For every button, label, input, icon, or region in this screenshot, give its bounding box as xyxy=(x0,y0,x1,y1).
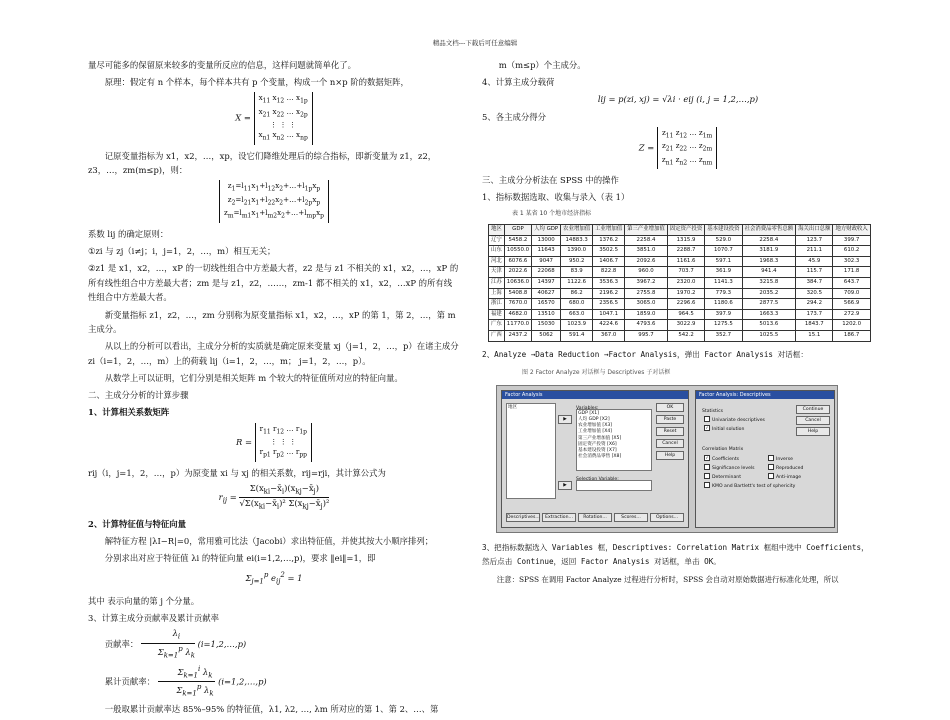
data-matrix-formula: $X = x_{11}$ $x_{12}$ … $x_{1p}$ $x_{21}$ $x_{22}$ … $x_{2p}$ ⋮ ⋮ ⋮ $x_{n1}$ $x_{n2}$ … $x_{np}$ xyxy=(88,92,460,144)
right-column xyxy=(482,58,874,590)
table-cell: 2755.8 xyxy=(625,288,668,299)
paragraph-principle: 原理：假定有 n 个样本，每个样本共有 p 个变量，构成一个 n×p 阶的数据矩阵， xyxy=(104,77,409,88)
table-cell: 山东 xyxy=(489,246,505,257)
table-header-row xyxy=(489,225,871,236)
table-cell: 3181.9 xyxy=(742,246,796,257)
table-cell: 1315.9 xyxy=(667,235,704,246)
table-cell: 1122.6 xyxy=(561,278,593,289)
table-cell: 河北 xyxy=(489,256,505,267)
table-cell: 13000 xyxy=(532,235,561,246)
table-cell: 4224.6 xyxy=(593,320,625,331)
table-cell: 352.7 xyxy=(705,330,742,341)
table-cell: 15030 xyxy=(532,320,561,331)
variable-item[interactable]: 人均 GDP [X2] xyxy=(578,416,610,422)
table-cell: 2356.5 xyxy=(593,299,625,310)
column-header: 社会消费品零售总额 xyxy=(742,225,796,236)
descriptives-subdialog xyxy=(695,390,835,528)
table-cell: 320.5 xyxy=(796,288,833,299)
table-cell: 211.1 xyxy=(796,246,833,257)
variable-item[interactable]: 农业增加值 [X3] xyxy=(578,423,613,429)
table-cell: 3967.2 xyxy=(625,278,668,289)
table-row xyxy=(489,320,871,331)
step-heading: 1、计算相关系数矩阵 xyxy=(88,407,170,418)
correlation-group-label: Correlation Matrix xyxy=(702,446,744,452)
table-cell: 272.9 xyxy=(833,309,870,320)
loading-formula: lij = p(zi, xj) = √λi · eij (i, j = 1,2,…,p) xyxy=(597,94,759,105)
column-header: 固定资产投资 xyxy=(667,225,704,236)
table-cell: 123.7 xyxy=(796,235,833,246)
move-right-arrow-icon[interactable]: ▶ xyxy=(558,481,572,490)
table-cell: 367.0 xyxy=(593,330,625,341)
correlation-coefficient-formula: $r_{ij}$ = $\frac{\Sigma(x_{ki}-x̄_i)(x_{kj}-x̄_j)}{√\Sigma(x_{ki}-x̄_i)^2 \Sigma(x_{kj}-x̄_j)^2}$ xyxy=(218,482,330,512)
note-paragraph: 注意：SPSS 在调用 Factor Analyze 过程进行分析时，SPSS 会自动对原始数据进行标准化处理，所以 xyxy=(496,574,839,584)
table-cell: 950.2 xyxy=(561,256,593,267)
table-row xyxy=(489,267,871,278)
table-cell: 173.7 xyxy=(796,309,833,320)
index-range: (i=1,2,…,p) xyxy=(197,639,247,650)
column-header: 海关出口总额 xyxy=(796,225,833,236)
table-cell: 3536.3 xyxy=(593,278,625,289)
table-body xyxy=(489,235,871,341)
table-cell: 2196.2 xyxy=(593,288,625,299)
table-row xyxy=(489,309,871,320)
anti-image-checkbox[interactable]: Anti-image xyxy=(768,471,801,486)
table-cell: 680.0 xyxy=(561,299,593,310)
step-heading: 4、计算主成分载荷 xyxy=(482,77,555,88)
table-cell: 2022.6 xyxy=(504,267,531,278)
paragraph: 分别求出对应于特征值 λi 的特征向量 ei(i=1,2,…,p)，要求 ‖ei‖=1，即 xyxy=(104,553,376,564)
paragraph: rij（i，j=1，2，…，p）为原变量 xi 与 xj 的相关系数，rij=rji，其计算公式为 xyxy=(88,467,386,478)
data-table xyxy=(488,224,871,342)
inverse-checkbox[interactable]: Inverse xyxy=(768,453,793,468)
factor-analysis-dialog xyxy=(501,390,689,528)
column-header: 地区 xyxy=(489,225,505,236)
table-cell: 1180.6 xyxy=(705,299,742,310)
table-cell: 397.9 xyxy=(705,309,742,320)
variable-item[interactable]: 基本建设投资 [X7] xyxy=(578,447,617,453)
table-row xyxy=(489,278,871,289)
contribution-formula: $\frac{\lambda_i}{\Sigma_{k=1}^p \lambda_k}$ xyxy=(141,628,195,661)
significance-checkbox[interactable]: Significance levels xyxy=(704,462,755,477)
table-cell: 779.3 xyxy=(705,288,742,299)
table-cell: 399.7 xyxy=(833,235,870,246)
table-cell: 6076.6 xyxy=(504,256,531,267)
index-range: (i=1,2,…,p) xyxy=(218,676,267,687)
table-cell: 86.2 xyxy=(561,288,593,299)
table-cell: 16570 xyxy=(532,299,561,310)
paragraph: 3、把指标数据选入 Variables 框，Descriptives: Correlation Matrix 框组中选中 Coefficients，然后点击 Continue，返回 Factor Analysis 对话框，单击 OK。 xyxy=(482,542,869,567)
table-cell: 广西 xyxy=(489,330,505,341)
paragraph: 从以上的分析可以看出，主成分分析的实质就是确定原来变量 xj（j=1，2，…，p）在诸主成分 zi（i=1，2，…，m）上的荷载 lij（i=1，2，…，m； j=1，2，…，p）。 xyxy=(88,341,459,366)
help-button[interactable]: Help xyxy=(656,451,684,460)
table-cell: 709.0 xyxy=(833,288,870,299)
table-cell: 1047.1 xyxy=(593,309,625,320)
correlation-matrix-formula: $R = r_{11}$ $r_{12}$ … $r_{1p}$ ⋮ ⋮ ⋮ $r_{p1}$ $r_{p2}$ … $r_{pp}$ xyxy=(88,423,460,462)
paragraph: 解特征方程 |λI−R|=0，常用雅可比法（Jacobi）求出特征值，并使其按大小顺序排列； xyxy=(104,536,434,547)
reproduced-checkbox[interactable]: Reproduced xyxy=(768,462,803,477)
table-cell: 703.7 xyxy=(667,267,704,278)
variables-list[interactable] xyxy=(576,409,652,471)
variable-item[interactable]: 工业增加值 [X4] xyxy=(578,429,613,435)
list-item[interactable]: 地区 xyxy=(508,404,518,410)
table-cell: 3215.8 xyxy=(742,278,796,289)
table-cell: 1023.9 xyxy=(561,320,593,331)
table-cell: 186.7 xyxy=(833,330,870,341)
descriptives-button[interactable]: Descriptives... xyxy=(507,514,540,520)
variable-item[interactable]: 固定资产投资 [X6] xyxy=(578,441,617,447)
table-cell: 566.9 xyxy=(833,299,870,310)
kmo-checkbox[interactable]: KMO and Bartlett's test of sphericity xyxy=(704,480,795,495)
table-cell: 5062 xyxy=(532,330,561,341)
table-cell: 1202.0 xyxy=(833,320,870,331)
step-heading: 3、计算主成分贡献率及累计贡献率 xyxy=(88,612,219,623)
section-heading: 二、主成分分析的计算步骤 xyxy=(88,390,189,401)
ok-button[interactable]: OK xyxy=(656,403,684,412)
figure-caption: 图 2 Factor Analyze 对话框与 Descriptives 子对话框 xyxy=(522,369,671,377)
table-cell: 2258.4 xyxy=(742,235,796,246)
table-cell: 1025.5 xyxy=(742,330,796,341)
table-cell: 5013.6 xyxy=(742,320,796,331)
paste-button[interactable]: Paste xyxy=(656,415,684,424)
table-caption: 表 1 某省 10 个地市经济指标 xyxy=(512,210,592,218)
coefficients-checkbox[interactable]: ✓ Coefficients xyxy=(705,455,740,462)
table-cell: 643.7 xyxy=(833,278,870,289)
variable-item[interactable]: 社会消费品零售 [X8] xyxy=(578,454,622,460)
table-cell: 5458.2 xyxy=(504,235,531,246)
table-row xyxy=(489,330,871,341)
left-column xyxy=(88,58,460,720)
table-row xyxy=(489,299,871,310)
table-cell: 2437.2 xyxy=(504,330,531,341)
subdialog-title: Factor Analysis: Descriptives xyxy=(696,391,834,399)
cancel-button[interactable]: Cancel xyxy=(796,416,830,425)
normalization-formula: $\Sigma_{j=1}^p$ $e_{ij}^2 = 1$ xyxy=(245,571,303,587)
dialog-title: Factor Analysis xyxy=(502,391,688,399)
table-cell: 1390.0 xyxy=(561,246,593,257)
initial-solution-checkbox[interactable]: ✓ Initial solution xyxy=(705,425,745,432)
paragraph: 2、Analyze →Data Reduction →Factor Analysis，弹出 Factor Analysis 对话框： xyxy=(482,349,808,359)
paragraph: 从数学上可以证明，它们分别是相关矩阵 m 个较大的特征值所对应的特征向量。 xyxy=(104,373,403,384)
table-cell: 22068 xyxy=(532,267,561,278)
extraction-button[interactable]: Extraction... xyxy=(542,513,576,522)
move-right-arrow-icon[interactable]: ▶ xyxy=(558,415,572,424)
table-cell: 822.8 xyxy=(593,267,625,278)
table-cell: 361.9 xyxy=(705,267,742,278)
paragraph: 量尽可能多的保留原来较多的变量所反应的信息，这样问题就简单化了。 xyxy=(88,60,356,70)
table-cell: 9047 xyxy=(532,256,561,267)
paragraph: ①zi 与 zj（i≠j；i，j=1，2，…，m）相互无关； xyxy=(88,245,276,256)
paragraph: 新变量指标 z1，z2，…，zm 分别称为原变量指标 x1，x2，…，xP 的第 1，第 2，…，第 m 主成分。 xyxy=(88,309,456,335)
selection-variable-field[interactable] xyxy=(576,480,652,491)
table-cell: 45.9 xyxy=(796,256,833,267)
help-button[interactable]: Help xyxy=(796,427,830,436)
table-cell: 13510 xyxy=(532,309,561,320)
table-cell: 1968.3 xyxy=(742,256,796,267)
table-cell: 3851.0 xyxy=(625,246,668,257)
table-cell: 960.0 xyxy=(625,267,668,278)
table-row xyxy=(489,235,871,246)
table-cell: 995.7 xyxy=(625,330,668,341)
column-header: 基本建设投资 xyxy=(705,225,742,236)
cumulative-label: 累计贡献率： xyxy=(104,676,156,687)
table-cell: 15.1 xyxy=(796,330,833,341)
table-cell: 2092.6 xyxy=(625,256,668,267)
table-cell: 3502.5 xyxy=(593,246,625,257)
table-cell: 4682.0 xyxy=(504,309,531,320)
table-cell: 591.4 xyxy=(561,330,593,341)
table-cell: 294.2 xyxy=(796,299,833,310)
options-button[interactable]: Options... xyxy=(650,513,684,522)
paragraph: m（m≤p）个主成分。 xyxy=(498,60,586,70)
table-cell: 2877.5 xyxy=(742,299,796,310)
table-cell: 1663.3 xyxy=(742,309,796,320)
table-cell: 40627 xyxy=(532,288,561,299)
table-cell: 663.0 xyxy=(561,309,593,320)
column-header: 工业增加值 xyxy=(593,225,625,236)
column-header: 农业增加值 xyxy=(561,225,593,236)
table-cell: 11643 xyxy=(532,246,561,257)
table-cell: 福建 xyxy=(489,309,505,320)
paragraph: 一般取累计贡献率达 85%–95% 的特征值，λ1, λ2, …, λm 所对应的第 1、第 2、…、第 xyxy=(104,704,439,715)
table-cell: 5408.8 xyxy=(504,288,531,299)
table-cell: 2296.6 xyxy=(667,299,704,310)
column-header: GDP xyxy=(504,225,531,236)
table-row xyxy=(489,256,871,267)
table-cell: 11770.0 xyxy=(504,320,531,331)
contribution-rate-line xyxy=(88,628,460,661)
table-cell: 2288.7 xyxy=(667,246,704,257)
table-cell: 2320.0 xyxy=(667,278,704,289)
table-cell: 171.8 xyxy=(833,267,870,278)
paragraph-variables: 记原变量指标为 x1，x2，…，xp，设它们降维处理后的综合指标，即新变量为 z1，z2，z3，…，zm(m≤p)，则： xyxy=(88,150,437,176)
scores-button[interactable]: Scores... xyxy=(614,513,648,522)
paragraph: ②z1 是 x1，x2，…，xP 的一切线性组合中方差最大者，z2 是与 z1 不相关的 x1，x2，…，xP 的所有线性组合中方差最大者；zm 是与 z1，z2，……，zm-1 都不相关的 x1，x2，…xP 的所有线性组合中方差最大者。 xyxy=(88,263,459,303)
table-cell: 4793.6 xyxy=(625,320,668,331)
table-cell: 542.2 xyxy=(667,330,704,341)
table-cell: 3022.9 xyxy=(667,320,704,331)
paragraph: 其中 表示向量的第 j 个分量。 xyxy=(88,595,200,606)
table-row xyxy=(489,288,871,299)
table-cell: 14397 xyxy=(532,278,561,289)
table-cell: 610.2 xyxy=(833,246,870,257)
step-heading: 2、计算特征值与特征向量 xyxy=(88,519,186,530)
table-cell: 529.0 xyxy=(705,235,742,246)
page-header: 精品文档---下载后可任意编辑 xyxy=(432,39,518,47)
table-cell: 1859.0 xyxy=(625,309,668,320)
determinant-checkbox[interactable]: Determinant xyxy=(704,471,741,486)
table-cell: 天津 xyxy=(489,267,505,278)
variable-item[interactable]: GDP [X1] xyxy=(578,410,599,416)
score-matrix-formula: $Z = z_{11}$ $z_{12}$ … $z_{1m}$ $z_{21}$ $z_{22}$ … $z_{2m}$ $z_{n1}$ $z_{n2}$ … $z_{nm}$ xyxy=(482,127,874,169)
table-cell: 江苏 xyxy=(489,278,505,289)
step-heading: 5、各主成分得分 xyxy=(482,111,546,122)
table-cell: 1070.7 xyxy=(705,246,742,257)
column-header: 人均 GDP xyxy=(532,225,561,236)
variable-item[interactable]: 第三产业增加值 [X5] xyxy=(578,435,622,441)
step-heading: 1、指标数据选取、收集与录入（表 1） xyxy=(482,192,630,203)
table-cell: 10636.0 xyxy=(504,278,531,289)
table-cell: 浙江 xyxy=(489,299,505,310)
paragraph: 系数 lij 的确定原则： xyxy=(88,228,169,239)
table-cell: 上海 xyxy=(489,288,505,299)
table-cell: 1843.7 xyxy=(796,320,833,331)
table-cell: 2258.4 xyxy=(625,235,668,246)
cancel-button[interactable]: Cancel xyxy=(656,439,684,448)
column-header: 地方财政收入 xyxy=(833,225,870,236)
univariate-checkbox[interactable]: Univariate descriptives xyxy=(704,414,765,429)
table-cell: 2035.2 xyxy=(742,288,796,299)
table-cell: 964.5 xyxy=(667,309,704,320)
table-row xyxy=(489,246,871,257)
statistics-group-label: Statistics xyxy=(702,408,723,414)
rotation-button[interactable]: Rotation... xyxy=(578,513,612,522)
cumulative-rate-line xyxy=(88,664,460,700)
table-cell: 941.4 xyxy=(742,267,796,278)
section-heading: 三、主成分分析法在 SPSS 中的操作 xyxy=(482,175,619,186)
source-variable-list[interactable] xyxy=(506,403,556,499)
table-cell: 3065.0 xyxy=(625,299,668,310)
continue-button[interactable]: Continue xyxy=(796,405,830,414)
table-cell: 1970.2 xyxy=(667,288,704,299)
table-cell: 302.3 xyxy=(833,256,870,267)
table-cell: 14883.3 xyxy=(561,235,593,246)
contribution-label: 贡献率： xyxy=(104,639,139,650)
table-cell: 1376.2 xyxy=(593,235,625,246)
table-cell: 597.1 xyxy=(705,256,742,267)
table-cell: 115.7 xyxy=(796,267,833,278)
table-cell: 1275.5 xyxy=(705,320,742,331)
table-cell: 83.9 xyxy=(561,267,593,278)
table-cell: 1141.3 xyxy=(705,278,742,289)
table-cell: 384.7 xyxy=(796,278,833,289)
table-cell: 广东 xyxy=(489,320,505,331)
table-cell: 7670.0 xyxy=(504,299,531,310)
table-cell: 1161.6 xyxy=(667,256,704,267)
linear-combination-formula: $z_1=l_{11}x_1+l_{12}x_2+\dots+l_{1p}x_p$ $z_2=l_{21}x_1+l_{22}x_2+\dots+l_{2p}x_p$ $z_m=l_{m1}x_1+l_{m2}x_2+\dots+l_{mp}x_p$ xyxy=(88,180,460,222)
reset-button[interactable]: Reset xyxy=(656,427,684,436)
table-cell: 10550.0 xyxy=(504,246,531,257)
cumulative-formula: $\frac{\Sigma_{k=1}^i \lambda_k}{\Sigma_{k=1}^p \lambda_k}$ xyxy=(158,664,216,700)
table-cell: 辽宁 xyxy=(489,235,505,246)
table-cell: 1406.7 xyxy=(593,256,625,267)
spss-dialog-screenshot xyxy=(496,385,838,533)
column-header: 第三产业增加值 xyxy=(625,225,668,236)
